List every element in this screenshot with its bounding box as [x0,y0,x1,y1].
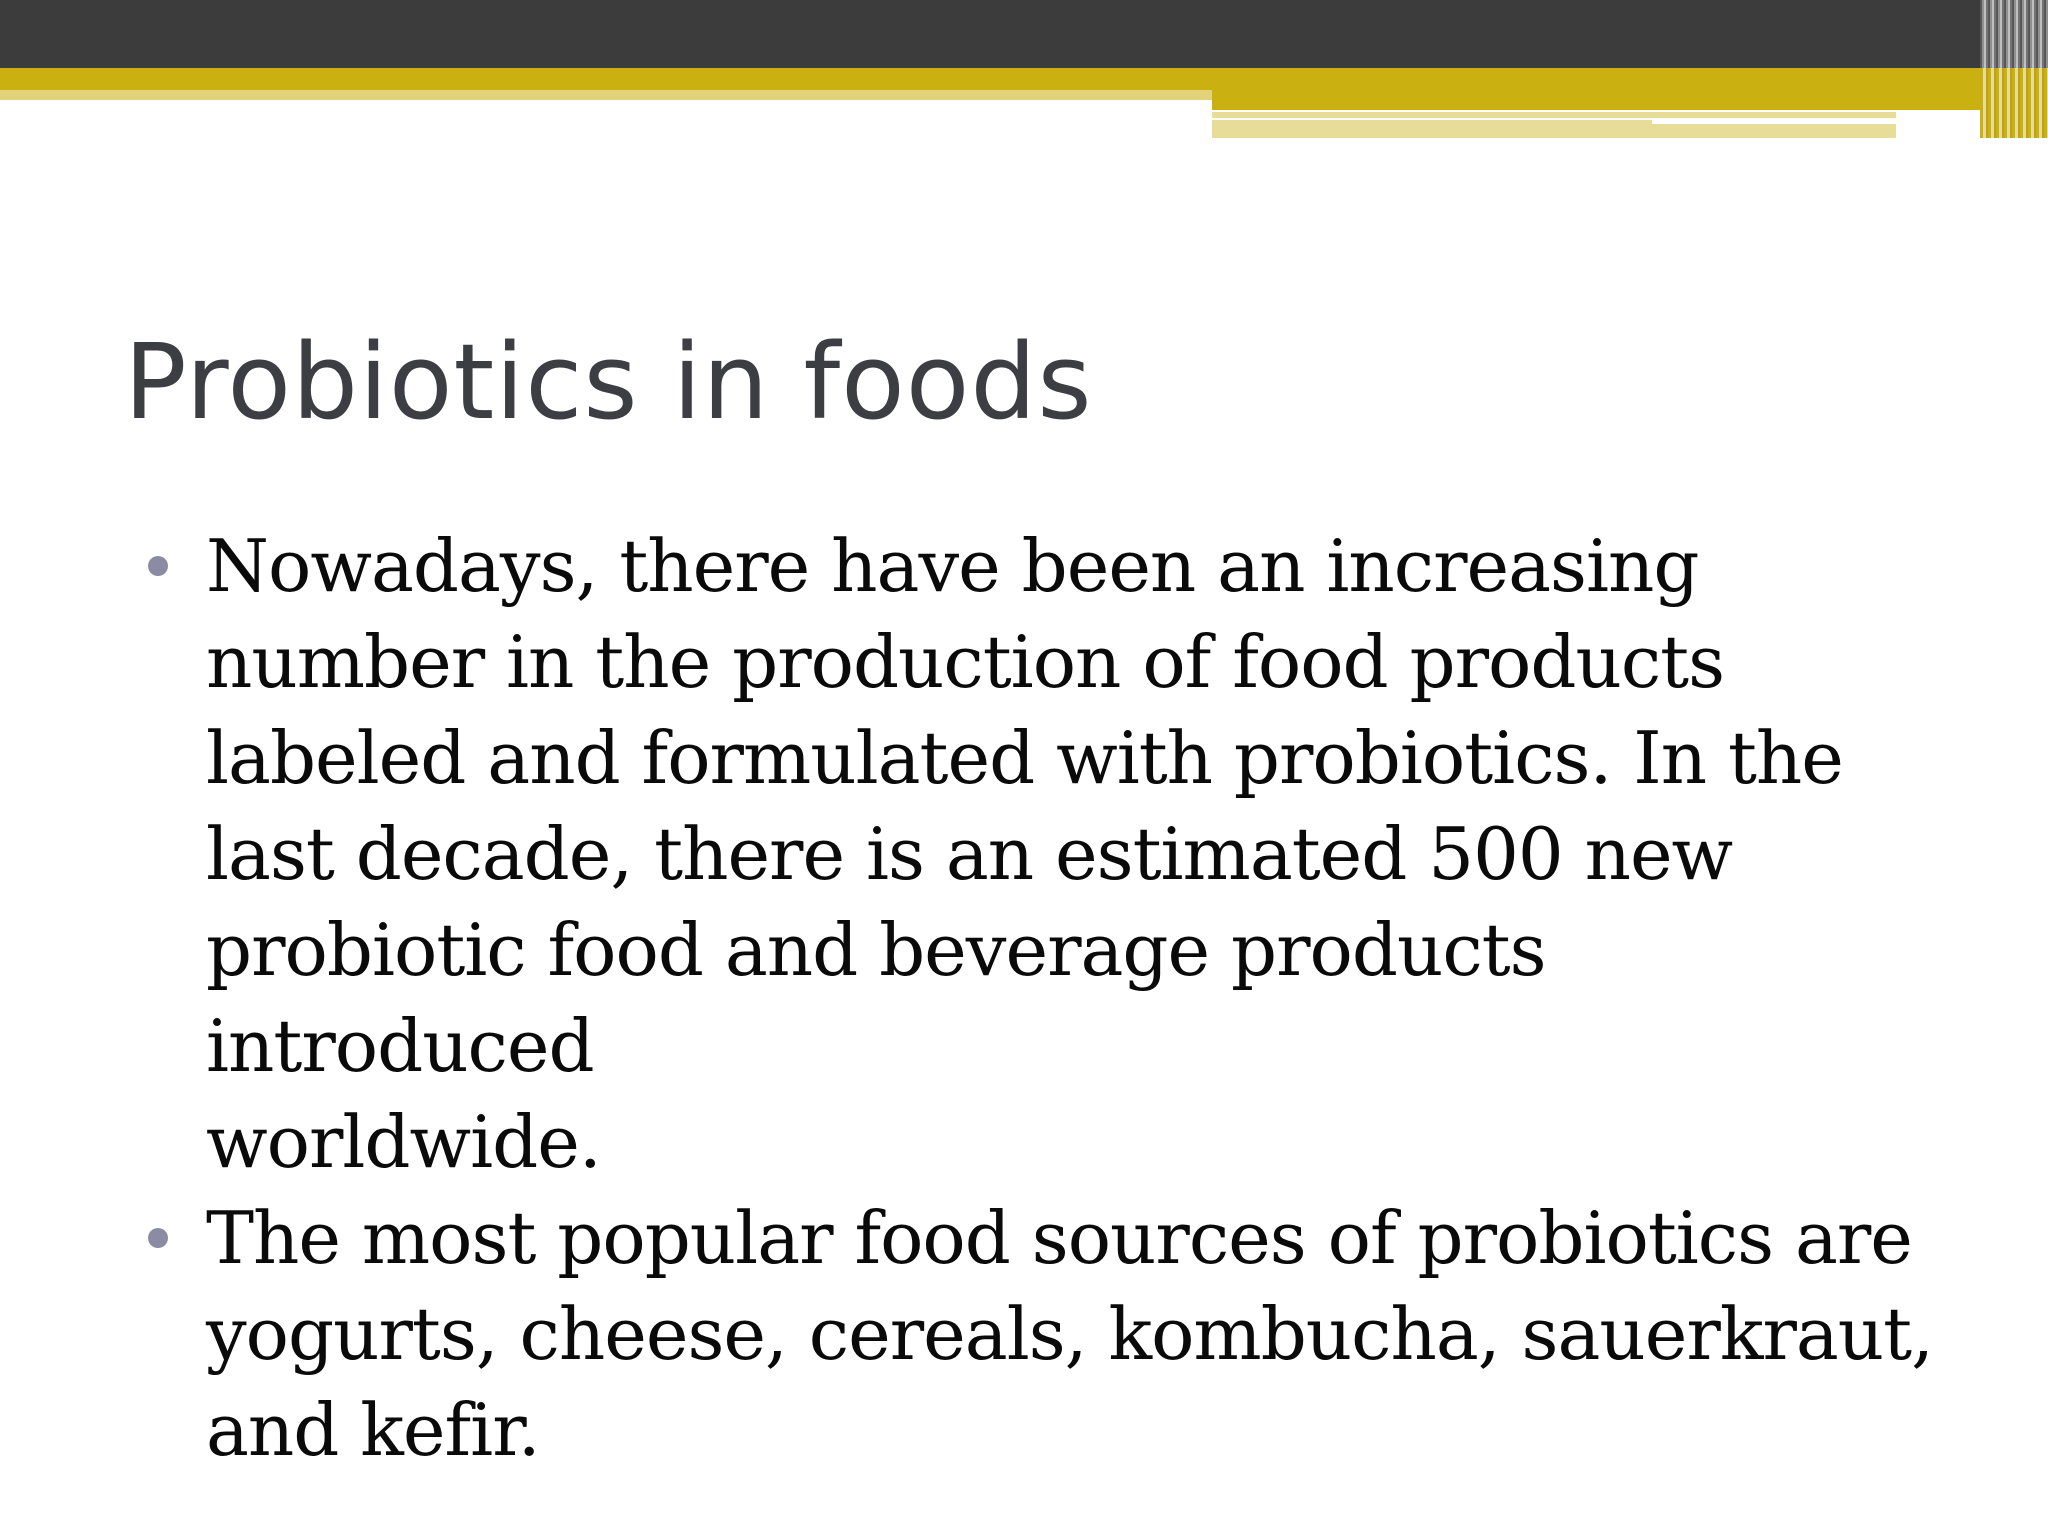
bullet-line: number in the production of food products [206,620,1725,704]
header-pale-line [1212,120,1652,138]
bullet-line: yogurts, cheese, cereals, kombucha, sauerkraut, [206,1292,1933,1376]
header-pale-line [1212,112,1896,118]
header-gold-band [0,68,2048,90]
header-dark-bar [0,0,2048,68]
bullet-line: and kefir. [206,1388,540,1472]
bullet-line: labeled and formulated with probiotics. In the [206,716,1843,800]
bullet-line: last decade, there is an estimated 500 new [206,812,1733,896]
bullet-line: probiotic food and beverage products introduced [206,908,1546,1088]
bullet-list [140,518,1940,1478]
bullet-item [140,518,1940,1190]
bullet-item [140,1190,1940,1478]
header-edge-stripes-gold [1980,68,2048,138]
bullet-line: The most popular food sources of probiotics are [206,1196,1912,1280]
header-pale-line [1652,124,1896,138]
bullet-line: Nowadays, there have been an increasing [206,524,1699,608]
header-gold-band-light [0,90,1212,100]
header-gold-accent-right [1212,90,2048,110]
bullet-dot-icon [148,556,168,576]
bullet-line: worldwide. [206,1100,601,1184]
slide-title: Probiotics in foods [124,321,1093,443]
bullet-dot-icon [148,1228,168,1248]
